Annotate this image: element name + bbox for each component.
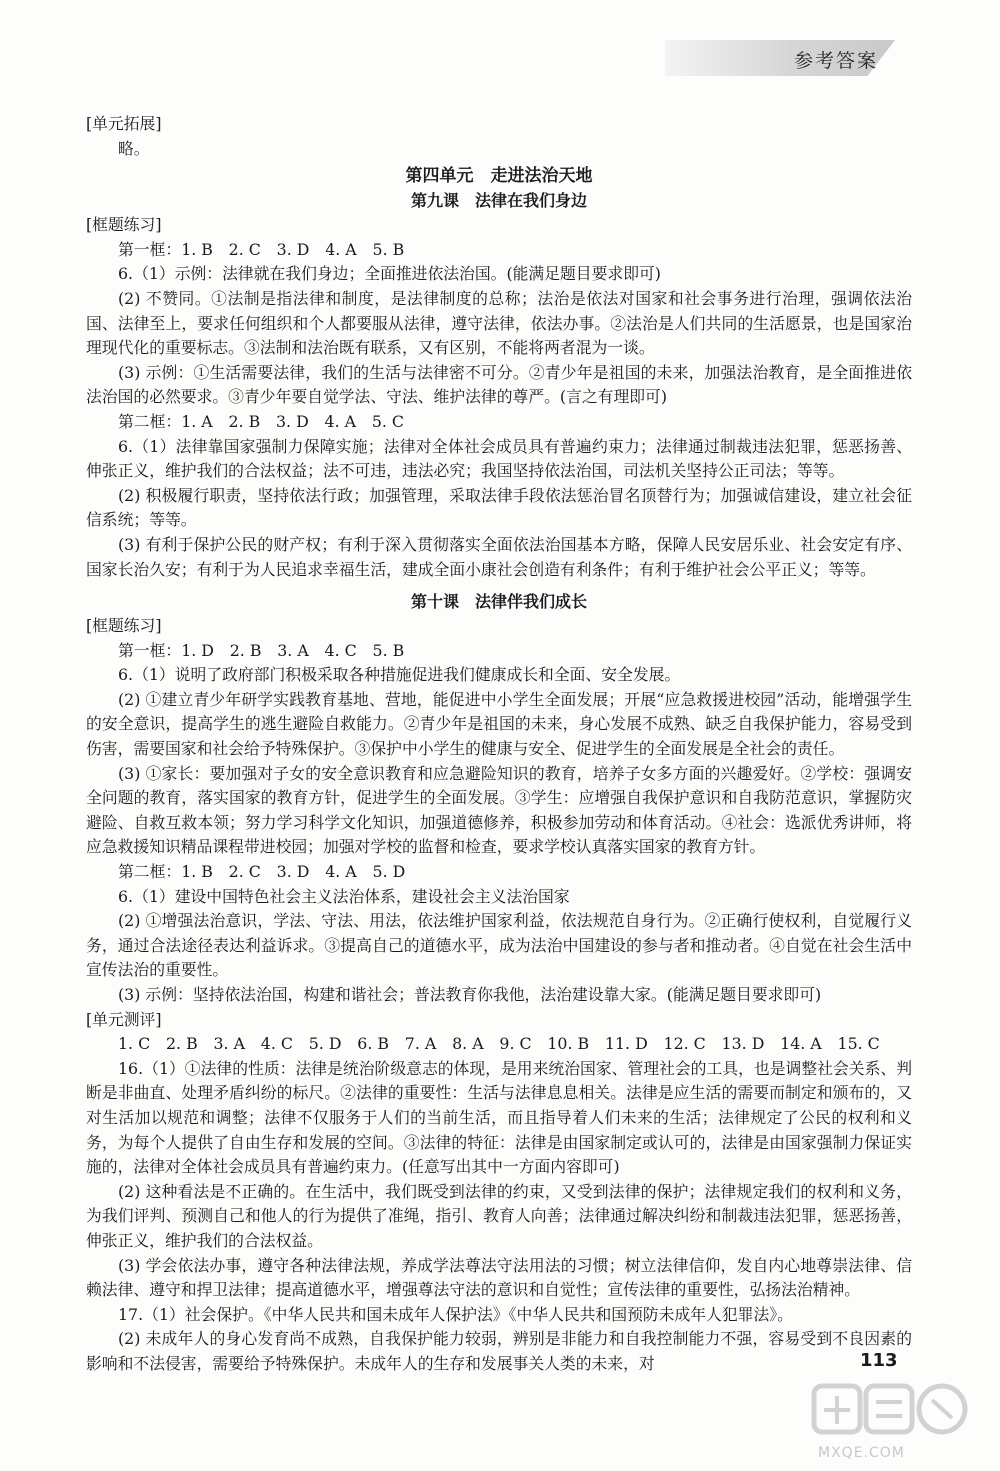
- answer-paragraph: 6.（1）示例：法律就在我们身边；全面推进依法治国。(能满足题目要求即可): [118, 264, 661, 284]
- answer-line: 第二框：1. B 2. C 3. D 4. A 5. D: [118, 862, 406, 882]
- answer-paragraph: (2) 这种看法是不正确的。在生活中，我们既受到法律的约束，又受到法律的保护；法律规定我们的权利和义务，为我们评判、预测自己和他人的行为提供了准绳，指引、教育人向善；法律通过解决纠纷和制裁违法犯罪，惩恶扬善，伸张正义，维护我们的合法权益。: [86, 1181, 912, 1250]
- answer-paragraph: (3) 示例：①生活需要法律，我们的生活与法律密不可分。②青少年是祖国的未来，加强法治教育，是全面推进依法治国的必然要求。③青少年要自觉学法、守法、维护法律的尊严。(言之有理即可): [86, 362, 912, 407]
- section-label: [单元测评]: [86, 1009, 162, 1029]
- answer-paragraph: (2) 未成年人的身心发育尚不成熟，自我保护能力较弱，辨别是非能力和自我控制能力不强，容易受到不良因素的影响和不法侵害，需要给予特殊保护。未成年人的生存和发展事关人类的未来，对: [86, 1329, 912, 1373]
- answer-paragraph: (2) ①增强法治意识，学法、守法、用法，依法维护国家利益，依法规范自身行为。②正确行使权利，自觉履行义务，通过合法途径表达利益诉求。③提高自己的道德水平，成为法治中国建设的参与者和推动者。④自觉在社会生活中宣传法治的重要性。: [86, 911, 912, 980]
- answer-content: [86, 112, 912, 1377]
- answer-paragraph: (2) ①建立青少年研学实践教育基地、营地，能促进中小学生全面发展；开展“应急救援进校园”活动，能增强学生的安全意识，提高学生的逃生避险自救能力。②青少年是祖国的未来，身心发展不成熟、缺乏自我保护能力，容易受到伤害，需要国家和社会给予特殊保护。③保护中小学生的健康与安全、促进学生的全面发展是全社会的责任。: [86, 689, 912, 759]
- lesson-title: 第九课 法律在我们身边: [410, 191, 587, 211]
- section-label: [框题练习]: [86, 616, 162, 636]
- lesson-title: 第十课 法律伴我们成长: [410, 592, 587, 612]
- answer-paragraph: 16.（1）①法律的性质：法律是统治阶级意志的体现，是用来统治国家、管理社会的工具，也是调整社会关系、判断是非曲直、处理矛盾纠纷的标尺。②法律的重要性：生活与法律息息相关。法律是应生活的需要而制定和颁布的，又对生活加以规范和调整；法律不仅服务于人们的当前生活，而且指导着人们未来的生活；法律规定了公民的权利和义务，为每个人提供了自由生存和发展的空间。③法律的特征：法律是由国家制定或认可的，法律是由国家强制力保证实施的，法律对全体社会成员具有普遍约束力。(任意写出其中一方面内容即可): [86, 1058, 912, 1177]
- answer-paragraph: (3) 学会依法办事，遵守各种法律法规，养成学法尊法守法用法的习惯；树立法律信仰，发自内心地尊崇法律、信赖法律、遵守和捍卫法律；提高道德水平，增强尊法守法的意识和自觉性；宣传法律的重要性，弘扬法治精神。: [86, 1255, 912, 1300]
- answer-paragraph: 略。: [118, 138, 150, 158]
- answer-paragraph: 1. C 2. B 3. A 4. C 5. D 6. B 7. A 8. A 9. C 10. B 11. D 12. C 13. D 14. A 15. C: [118, 1034, 880, 1054]
- answer-paragraph: 6.（1）说明了政府部门积极采取各种措施促进我们健康成长和全面、安全发展。: [118, 665, 681, 685]
- answer-paragraph: (3) 有利于保护公民的财产权；有利于深入贯彻落实全面依法治国基本方略，保障人民安居乐业、社会安定有序、国家长治久安；有利于为人民追求幸福生活，建成全面小康社会创造有利条件；有利于维护社会公平正义；等等。: [86, 534, 912, 579]
- answer-paragraph: (2) 积极履行职责，坚持依法行政；加强管理，采取法律手段依法惩治冒名顶替行为；加强诚信建设，建立社会征信系统；等等。: [86, 485, 912, 530]
- answer-paragraph: (3) 示例：坚持依法治国，构建和谐社会；普法教育你我他，法治建设靠大家。(能满足题目要求即可): [118, 985, 822, 1004]
- answer-line: 第二框：1. A 2. B 3. D 4. A 5. C: [118, 411, 405, 431]
- header-title: 参考答案: [793, 50, 878, 72]
- section-label: [单元拓展]: [86, 114, 162, 133]
- answer-paragraph: 17.（1）社会保护。《中华人民共和国未成年人保护法》《中华人民共和国预防未成年人犯罪法》。: [118, 1304, 793, 1324]
- answer-paragraph: (3) ①家长：要加强对子女的安全意识教育和应急避险知识的教育，培养子女多方面的兴趣爱好。②学校：强调安全问题的教育，落实国家的教育方针，促进学生的全面发展。③学生：应增强自我保护意识和自我防范意识，掌握防灾避险、自救互救本领；努力学习科学文化知识，加强道德修养，积极参加劳动和体育活动。④社会：选派优秀讲师，将应急救援知识精品课程带进校园；加强对学校的监督和检查，要求学校认真落实国家的教育方针。: [86, 763, 912, 857]
- watermark-text: MXQE.COM: [818, 1445, 905, 1461]
- section-label: [框题练习]: [86, 215, 162, 235]
- answer-line: 第一框：1. B 2. C 3. D 4. A 5. B: [118, 239, 405, 259]
- answer-paragraph: 6.（1）法律靠国家强制力保障实施；法律对全体社会成员具有普遍约束力；法律通过制裁违法犯罪，惩恶扬善、伸张正义，维护我们的合法权益；法不可违，违法必究；我国坚持依法治国，司法机关坚持公正司法；等等。: [86, 436, 912, 481]
- answer-line: 第一框：1. D 2. B 3. A 4. C 5. B: [118, 640, 405, 660]
- answer-paragraph: (2) 不赞同。①法制是指法律和制度，是法律制度的总称；法治是依法对国家和社会事务进行治理，强调依法治国、法律至上，要求任何组织和个人都要服从法律，遵守法律，依法办事。②法治是人们共同的生活愿景，也是国家治理现代化的重要标志。③法制和法治既有联系，又有区别，不能将两者混为一谈。: [86, 288, 912, 358]
- answer-paragraph: 6.（1）建设中国特色社会主义法治体系，建设社会主义法治国家: [118, 886, 570, 906]
- unit-title: 第四单元 走进法治天地: [405, 166, 593, 187]
- page-number: 113: [860, 1350, 898, 1371]
